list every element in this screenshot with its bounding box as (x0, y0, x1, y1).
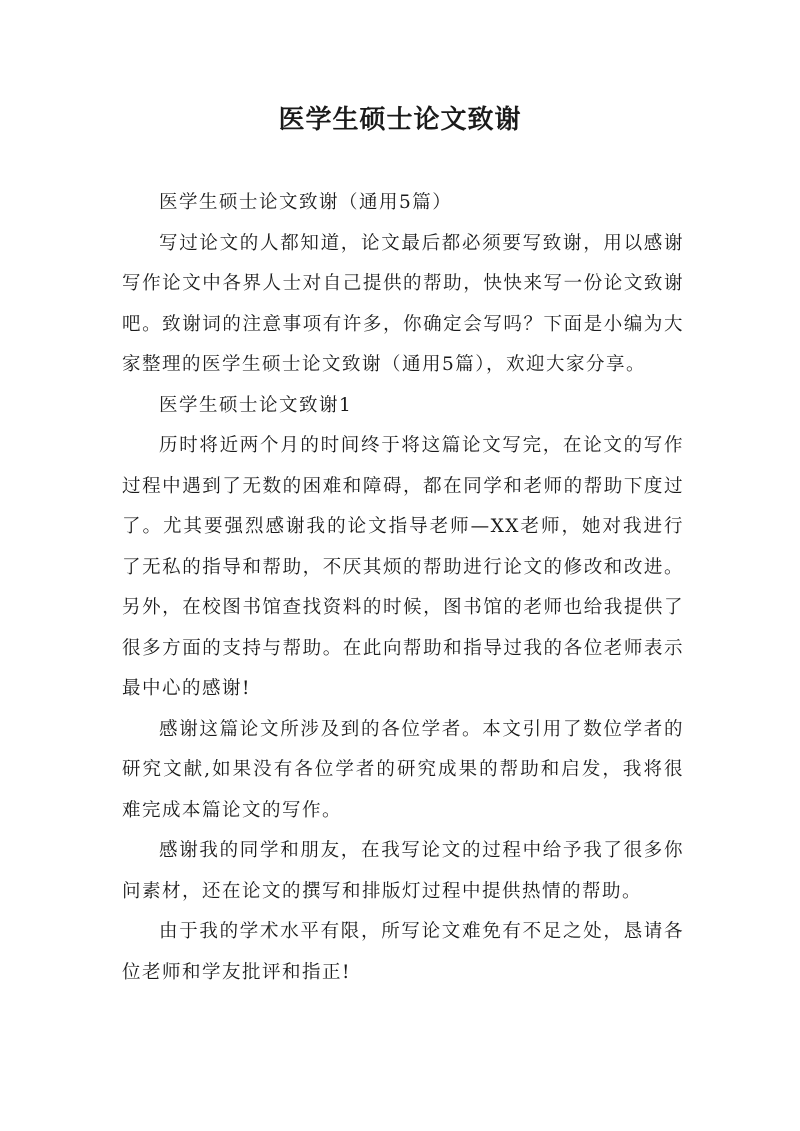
document-body (122, 183, 684, 993)
page-title: 医学生硕士论文致谢 (278, 105, 522, 135)
paragraph-intro: 写过论文的人都知道，论文最后都必须要写致谢，用以感谢写作论文中各界人士对自己提供的帮助，快快来写一份论文致谢吧。致谢词的注意事项有许多，你确定会写吗？下面是小编为大家整理的医学生硕士论文致谢（通用5篇），欢迎大家分享。 (122, 232, 684, 375)
paragraph-classmates: 感谢我的同学和朋友，在我写论文的过程中给予我了很多你问素材，还在论文的撰写和排版灯过程中提供热情的帮助。 (122, 840, 684, 902)
section-heading-1: 医学生硕士论文致谢1 (159, 394, 353, 416)
paragraph-subtitle: 医学生硕士论文致谢（通用5篇） (159, 192, 453, 213)
paragraph-teachers: 历时将近两个月的时间终于将这篇论文写完，在论文的写作过程中遇到了无数的困难和障碍，都在同学和老师的帮助下度过了。尤其要强烈感谢我的论文指导老师—XX老师，她对我进行了无私的指导和帮助，不厌其烦的帮助进行论文的修改和改进。另外，在校图书馆查找资料的时候，图书馆的老师也给我提供了很多方面的支持与帮助。在此向帮助和指导过我的各位老师表示最中心的感谢! (122, 435, 684, 699)
paragraph-scholars: 感谢这篇论文所涉及到的各位学者。本文引用了数位学者的研究文献,如果没有各位学者的研究成果的帮助和启发，我将很难完成本篇论文的写作。 (122, 718, 684, 821)
paragraph-closing: 由于我的学术水平有限，所写论文难免有不足之处，恳请各位老师和学友批评和指正! (122, 921, 684, 983)
